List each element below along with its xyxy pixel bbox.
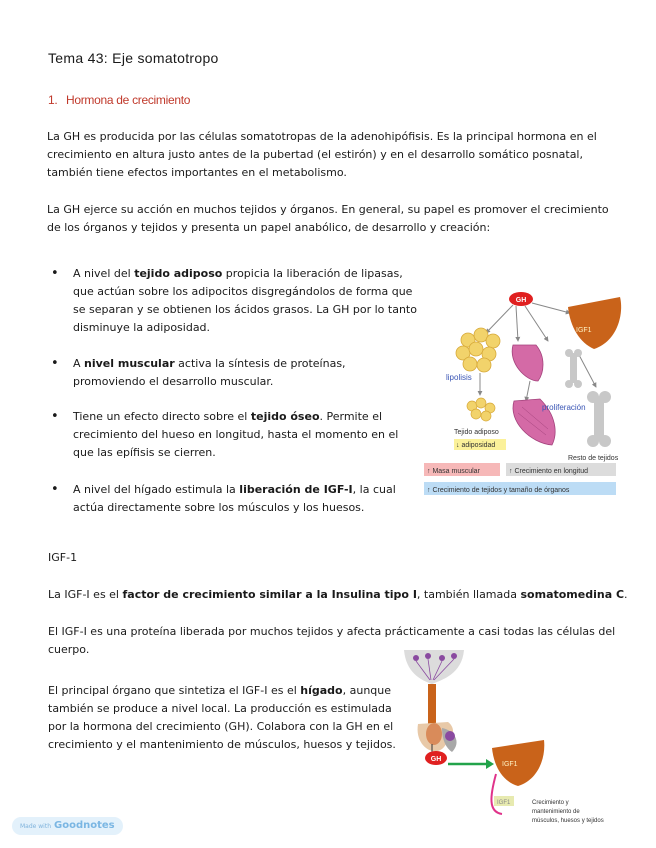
watermark-brand: Goodnotes (54, 820, 115, 831)
gh-node (425, 751, 447, 765)
bullet-bold: liberación de IGF-I (239, 483, 353, 496)
intro-paragraph: La GH es producida por las células somatotropas de la adenohipófisis. Es la principal hormona en el crecimiento en altura justo antes de la pubertad (el estirón) y en el desarrollo somático posnatal, también tiene efectos importantes en el metabolismo. (47, 130, 597, 179)
list-item-adipose (48, 265, 420, 337)
proliferacion-label: proliferación (542, 403, 586, 412)
bullet-text: A nivel del (73, 267, 135, 280)
caption-line3: músculos, huesos y tejidos (532, 818, 604, 824)
crecimiento-longitud-label: ↑ Crecimiento en longitud (509, 468, 588, 475)
bullet-text: A (73, 357, 85, 370)
bullet-dot: • (51, 482, 59, 497)
lipolisis-label: lipolisis (446, 373, 472, 382)
section-number: 1. (48, 93, 58, 107)
pink-arrow (491, 774, 502, 814)
caption-line1: Crecimiento y (532, 800, 569, 806)
bullet-text: , la cual actúa directamente sobre los músculos y los huesos. (73, 483, 396, 514)
bullet-text: Tiene un efecto directo sobre el (73, 410, 251, 423)
p3-text: , también llamada (416, 588, 521, 601)
p5-text: El principal órgano que sintetiza el IGF-I es el (48, 684, 301, 697)
goodnotes-watermark (12, 817, 123, 835)
bone-icon (565, 349, 611, 447)
bullet-text: . Permite el crecimiento del hueso en longitud, hasta el momento en el que las epífisis se cierren. (73, 410, 399, 459)
list-item-bone (48, 408, 420, 462)
igf-protein-paragraph: El IGF-I es una proteína liberada por muchos tejidos y afecta prácticamente a casi todas las células del cuerpo. (48, 625, 616, 656)
igf1-small-label: IGF1 (497, 800, 511, 806)
section-heading (48, 93, 190, 107)
igf-heading: IGF-1 (48, 551, 78, 564)
bullet-bold: nivel muscular (84, 357, 175, 370)
gh-label: GH (515, 297, 527, 304)
bullet-bold: tejido adiposo (134, 267, 223, 280)
liver-icon (492, 740, 544, 786)
action-paragraph: La GH ejerce su acción en muchos tejidos y órganos. En general, su papel es promover el crecimiento de los órganos y tejidos y presenta un papel anabólico, de desarrollo y creación: (47, 203, 609, 234)
igf-liver-paragraph (48, 682, 408, 754)
section-label: Hormona de crecimiento (66, 93, 191, 107)
list-item-muscle (48, 355, 420, 391)
igf1-label: IGF1 (576, 327, 592, 334)
bullet-dot: • (51, 356, 59, 371)
gh-node (509, 292, 533, 306)
bullet-text: activa la síntesis de proteínas, promoviendo el desarrollo muscular. (73, 357, 346, 388)
bullet-bold: tejido óseo (250, 410, 320, 423)
hypothalamus-icon (404, 650, 464, 684)
gh-effects-diagram (418, 283, 626, 503)
p3-text: . (624, 588, 628, 601)
gh-label: GH (430, 756, 442, 763)
pituitary-icon (418, 684, 457, 754)
p5-text: , aunque también se produce a nivel local. La producción es estimulada por la hormona del crecimiento (GH). Colabora con la GH en el crecimiento y el mantenimiento de músculos, huesos y tejidos. (48, 684, 396, 751)
watermark-small: Made with (20, 823, 51, 830)
caption-line2: mantenimiento de (532, 809, 580, 815)
igf1-pathway-diagram (398, 644, 620, 834)
igf1-label: IGF1 (502, 761, 518, 768)
bullet-text: A nivel del hígado estimula la (73, 483, 240, 496)
bullet-dot: • (51, 409, 59, 424)
adiposidad-label: ↓ adiposidad (456, 442, 496, 449)
list-item-liver (48, 481, 420, 517)
page-title: Tema 43: Eje somatotropo (48, 50, 219, 66)
p3-bold: factor de crecimiento similar a la Insulina tipo I (122, 588, 417, 601)
bullet-dot: • (51, 266, 59, 281)
p3-text: La IGF-I es el (48, 588, 123, 601)
p5-bold: hígado (300, 684, 343, 697)
bullet-text: propicia la liberación de lipasas, que actúan sobre los adipocitos disgregándolos de forma que se separan y se obtienen los ácidos grasos. La GH por lo tanto disminuye la adiposidad. (73, 267, 417, 334)
masa-muscular-label: ↑ Masa muscular (427, 468, 480, 475)
fat-cells-top (456, 328, 500, 372)
liver-icon (568, 297, 621, 349)
crecimiento-tejidos-label: ↑ Crecimiento de tejidos y tamaño de órganos (427, 487, 570, 494)
resto-tejidos-label: Resto de tejidos (568, 455, 619, 462)
p3-bold: somatomedina C (520, 588, 625, 601)
muscle-icon (512, 345, 555, 445)
fat-cells-bottom (467, 398, 495, 421)
igf-definition-paragraph (48, 586, 638, 604)
tejido-adiposo-label: Tejido adiposo (454, 429, 499, 436)
